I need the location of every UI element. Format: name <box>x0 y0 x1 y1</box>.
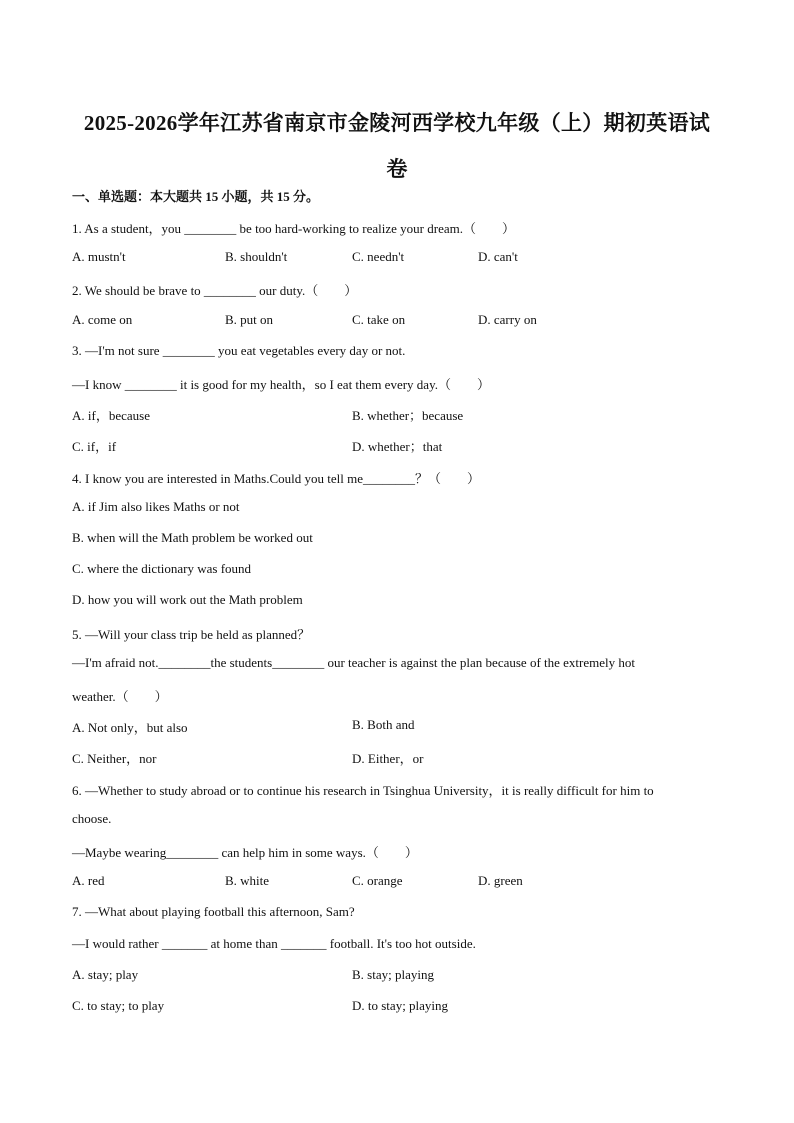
question-3-option-b: B. whether；because <box>352 408 464 423</box>
question-6-stem: 6. —Whether to study abroad or to continue his research in Tsinghua University，it is really difficult for him to <box>72 783 654 798</box>
title-line-1: 2025-2026学年江苏省南京市金陵河西学校九年级（上）期初英语试 <box>83 111 711 135</box>
question-1-stem: 1. As a student，you ________ be too hard-working to realize your dream.（ ） <box>72 221 515 236</box>
question-6-option-c: C. orange <box>352 873 403 888</box>
question-4-option-d: D. how you will work out the Math problem <box>72 592 303 607</box>
question-3-option-c: C. if，if <box>72 439 117 454</box>
question-6-stem-line-3: —Maybe wearing________ can help him in some ways.（ ） <box>72 845 418 860</box>
question-4-option-a: A. if Jim also likes Maths or not <box>72 499 240 514</box>
title-line-2: 卷 <box>386 157 408 181</box>
question-3-option-d: D. whether；that <box>352 439 443 454</box>
question-6-option-a: A. red <box>72 873 105 888</box>
question-7-option-d: D. to stay; playing <box>352 998 449 1013</box>
question-5-option-a: A. Not only，but also <box>72 720 188 735</box>
question-6-option-b: B. white <box>225 873 270 888</box>
question-6-option-d: D. green <box>478 873 523 888</box>
question-2-option-d: D. carry on <box>478 312 537 327</box>
question-5-option-d: D. Either，or <box>352 751 424 766</box>
question-2-stem: 2. We should be brave to ________ our duty.（ ） <box>72 283 358 298</box>
question-5-stem-line-2: —I'm afraid not.________the students________ our teacher is against the plan because of the extremely hot <box>72 655 635 670</box>
question-2-option-b: B. put on <box>225 312 274 327</box>
question-3-stem-line-2: —I know ________ it is good for my health，so I eat them every day.（ ） <box>72 377 490 392</box>
question-5-stem-line-3: weather.（ ） <box>72 689 168 704</box>
question-7-stem: 7. —What about playing football this afternoon, Sam? <box>72 904 355 919</box>
question-7-option-c: C. to stay; to play <box>72 998 165 1013</box>
question-5-option-b: B. Both and <box>352 717 415 732</box>
question-4-option-c: C. where the dictionary was found <box>72 561 252 576</box>
question-5-stem: 5. —Will your class trip be held as planned？ <box>72 627 311 642</box>
question-2-option-a: A. come on <box>72 312 133 327</box>
question-3-option-a: A. if，because <box>72 408 150 423</box>
question-4-option-b: B. when will the Math problem be worked out <box>72 530 313 545</box>
question-4-stem: 4. I know you are interested in Maths.Could you tell me________？（ ） <box>72 471 481 486</box>
question-2-option-c: C. take on <box>352 312 406 327</box>
question-6-stem-line-2: choose. <box>72 811 112 826</box>
question-7-stem-line-2: —I would rather _______ at home than _______ football. It's too hot outside. <box>72 936 476 951</box>
question-1-option-a: A. mustn't <box>72 249 126 264</box>
question-7-option-a: A. stay; play <box>72 967 139 982</box>
question-1-option-b: B. shouldn't <box>225 249 288 264</box>
question-7-option-b: B. stay; playing <box>352 967 434 982</box>
section-header: 一、单选题：本大题共 15 小题，共 15 分。 <box>72 189 320 204</box>
question-1-option-d: D. can't <box>478 249 518 264</box>
question-1-option-c: C. needn't <box>352 249 405 264</box>
page-title <box>60 100 734 192</box>
question-5-option-c: C. Neither，nor <box>72 751 157 766</box>
question-3-stem: 3. —I'm not sure ________ you eat vegetables every day or not. <box>72 343 406 358</box>
